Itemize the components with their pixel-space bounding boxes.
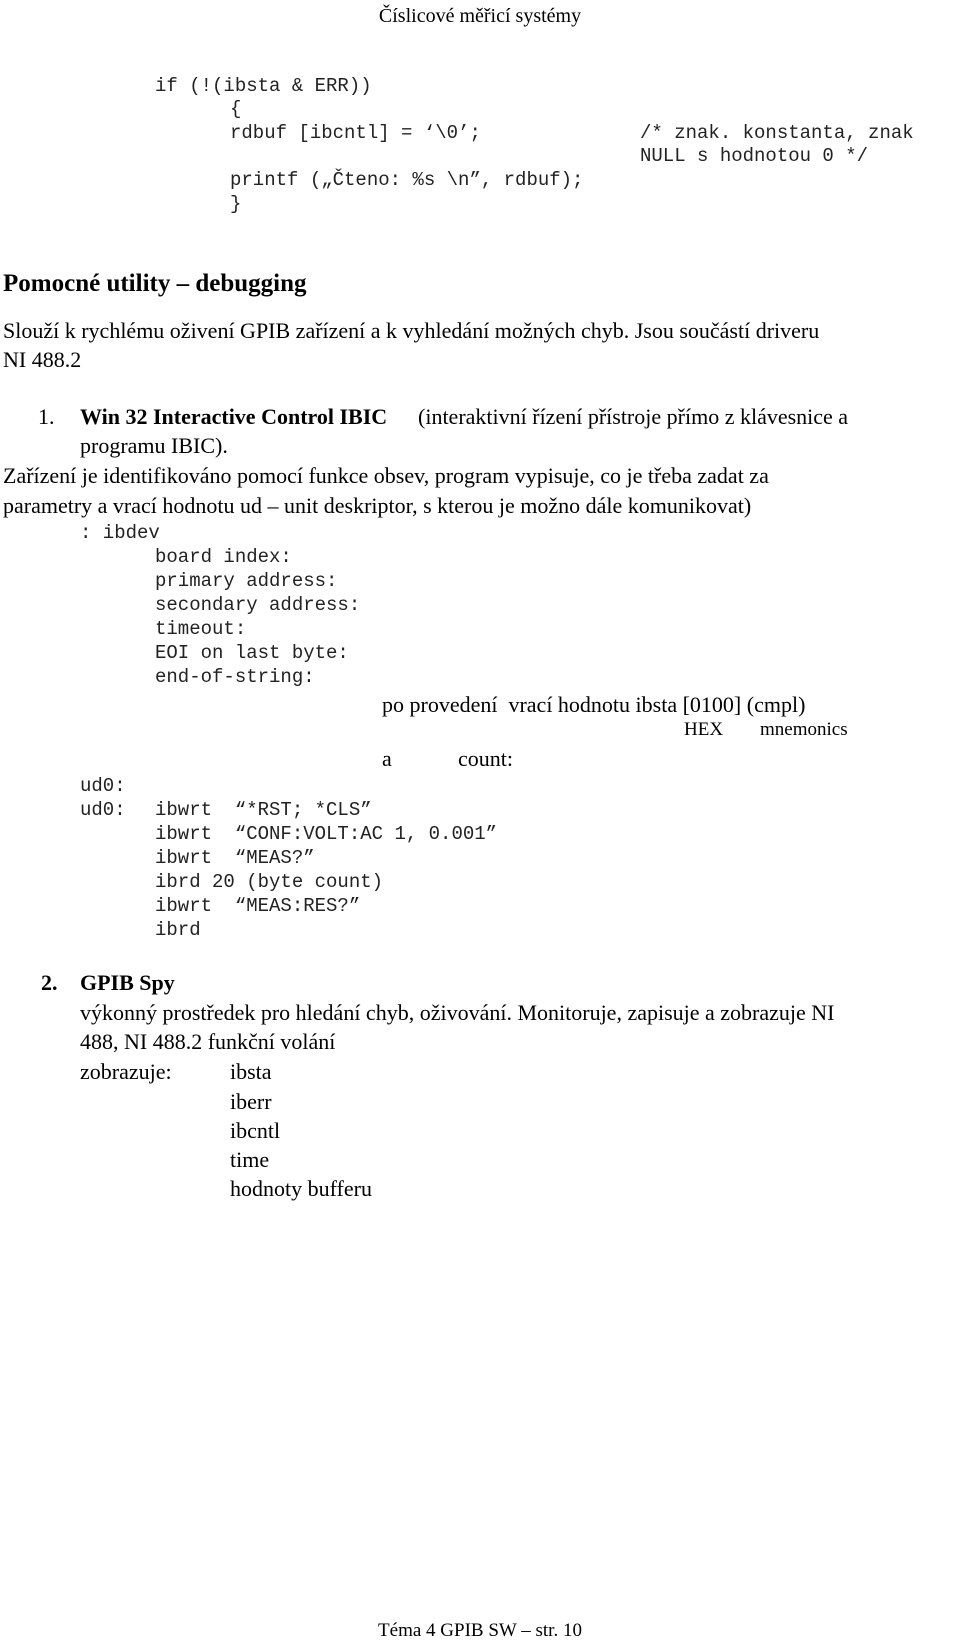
- shows-item: hodnoty bufferu: [230, 1176, 372, 1201]
- ibdev-command: : ibdev: [80, 522, 160, 544]
- ibdev-param: secondary address:: [155, 594, 361, 616]
- session-command: ibrd 20 (byte count): [155, 871, 384, 893]
- list-item-desc: programu IBIC).: [80, 433, 228, 458]
- list-item-desc: výkonný prostředek pro hledání chyb, oživování. Monitoruje, zapisuje a zobrazuje NI: [80, 1000, 835, 1025]
- paragraph: Zařízení je identifikováno pomocí funkce obsev, program vypisuje, co je třeba zadat za: [3, 463, 769, 488]
- a-label: a: [382, 746, 392, 771]
- list-item-desc: (interaktivní řízení přístroje přímo z klávesnice a: [418, 404, 849, 429]
- shows-item: iberr: [230, 1089, 272, 1114]
- list-item-number: 1.: [38, 404, 55, 429]
- count-label: count:: [458, 746, 513, 771]
- ibdev-param: primary address:: [155, 570, 338, 592]
- session-prompt: ud0:: [80, 775, 126, 797]
- list-item-title: GPIB Spy: [80, 970, 175, 995]
- code-line: rdbuf [ibcntl] = ‘\0’;: [230, 122, 481, 144]
- ibdev-param: timeout:: [155, 618, 247, 640]
- session-command: ibwrt “MEAS?”: [155, 847, 315, 869]
- shows-label: zobrazuje:: [80, 1059, 172, 1084]
- code-comment: NULL s hodnotou 0 */: [640, 145, 869, 167]
- page-footer: Téma 4 GPIB SW – str. 10: [378, 1620, 582, 1641]
- page-header: Číslicové měřicí systémy: [378, 5, 582, 27]
- shows-item: ibsta: [230, 1059, 272, 1084]
- ibdev-param: end-of-string:: [155, 666, 315, 688]
- hex-label: HEX: [684, 719, 724, 740]
- result-text: po provedení vrací hodnotu ibsta [0100] (cmpl): [382, 692, 806, 717]
- code-line: {: [230, 98, 242, 120]
- code-line: }: [230, 193, 242, 215]
- ibdev-param: board index:: [155, 546, 292, 568]
- shows-item: time: [230, 1147, 270, 1172]
- session-command: ibwrt “*RST; *CLS”: [155, 799, 372, 821]
- ibdev-param: EOI on last byte:: [155, 642, 349, 664]
- paragraph: parametry a vrací hodnotu ud – unit deskriptor, s kterou je možno dále komunikovat): [3, 493, 752, 518]
- code-line: printf („Čteno: %s \n”, rdbuf);: [230, 169, 584, 191]
- shows-item: ibcntl: [230, 1118, 281, 1143]
- list-item-desc: 488, NI 488.2 funkční volání: [80, 1029, 336, 1054]
- code-comment: /* znak. konstanta, znak: [640, 122, 914, 144]
- session-command: ibwrt “MEAS:RES?”: [155, 895, 361, 917]
- list-item-number: 2.: [41, 970, 58, 995]
- session-command: ibwrt “CONF:VOLT:AC 1, 0.001”: [155, 823, 498, 845]
- list-item-title: Win 32 Interactive Control IBIC: [80, 404, 388, 429]
- section-heading: Pomocné utility – debugging: [3, 270, 307, 297]
- intro-text: Slouží k rychlému oživení GPIB zařízení a k vyhledání možných chyb. Jsou součástí driveru: [3, 318, 820, 343]
- mnemonics-label: mnemonics: [760, 719, 848, 740]
- session-prompt: ud0:: [80, 799, 126, 821]
- session-command: ibrd: [155, 919, 201, 941]
- code-line: if (!(ibsta & ERR)): [155, 75, 372, 97]
- intro-text: NI 488.2: [3, 347, 82, 372]
